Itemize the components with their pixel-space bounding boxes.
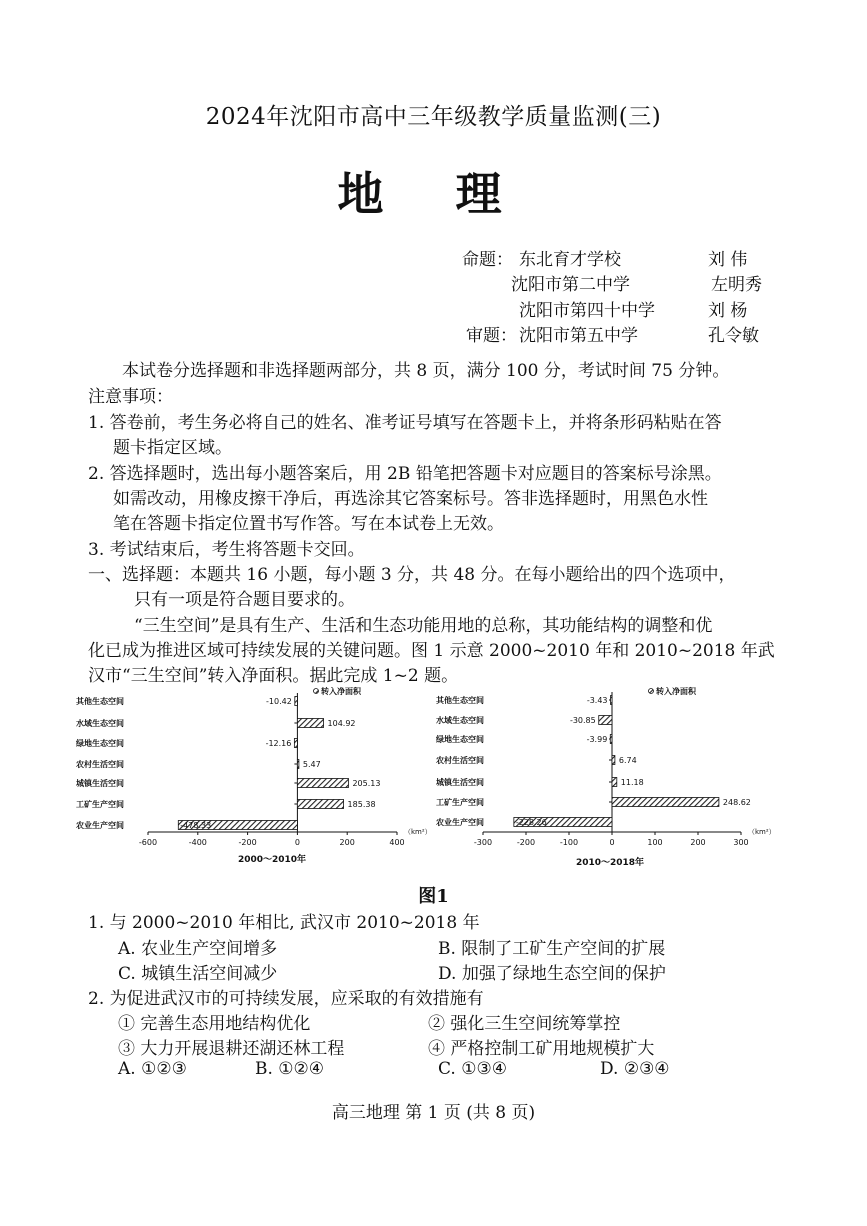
chart1-tick-label: 400 (389, 838, 405, 847)
figure-caption: 图1 (418, 886, 449, 907)
chart2-unit-label: （km²） (748, 828, 776, 836)
question-2-stem: 2. 为促进武汉市的可持续发展，应采取的有效措施有 (88, 989, 484, 1009)
chart1-bar (297, 719, 323, 728)
section-heading-line-1: 一、选择题：本题共 16 小题，每小题 3 分，共 48 分。在每小题给出的四个选项中， (88, 565, 736, 585)
chart1-category-label: 农业生产空间 (76, 821, 124, 830)
chart2-value-label: -30.85 (569, 716, 596, 725)
chart2-category-label: 农村生活空间 (436, 756, 484, 765)
question-2-statement-3: ③ 大力开展退耕还湖还林工程 (118, 1039, 345, 1059)
chart2-value-label: 248.62 (722, 798, 751, 807)
chart1-tick-label: -400 (188, 838, 207, 847)
page-footer: 高三地理 第 1 页 (共 8 页) (331, 1103, 536, 1123)
passage-line-3: 汉市“三生空间”转入净面积。据此完成 1~2 题。 (88, 666, 459, 686)
chart2-tick-label: -100 (559, 838, 579, 847)
chart2-bar (611, 696, 613, 705)
chart1-value-label: -12.16 (265, 739, 292, 748)
notice-item-2-line-1: 2. 答选择题时，选出每小题答案后，用 2B 铅笔把答题卡对应题目的答案标号涂黑。 (88, 464, 722, 484)
chart2-legend-swatch (649, 689, 654, 694)
reviewer-label: 审题： (466, 326, 517, 346)
credit-person-3: 刘 杨 (708, 301, 748, 321)
chart2-tick-label: 200 (690, 838, 706, 847)
credit-school-4: 沈阳市第五中学 (519, 326, 638, 346)
notice-item-3: 3. 考试结束后，考生将答题卡交回。 (88, 540, 365, 560)
chart2-value-label: -228.26 (515, 818, 547, 827)
chart2-bar (612, 756, 615, 765)
figure-1 (0, 680, 867, 870)
chart2-tick-label: 300 (733, 838, 749, 847)
chart1-tick-label: 200 (339, 838, 355, 847)
notice-item-2-line-2: 如需改动，用橡皮擦干净后，再选涂其它答案标号。答非选择题时，用黑色水性 (113, 489, 708, 509)
credit-person-2: 左明秀 (711, 275, 762, 295)
chart2-value-label: -3.43 (586, 696, 608, 705)
chart1-value-label: -10.42 (266, 697, 292, 706)
question-1-option-c[interactable]: C. 城镇生活空间减少 (118, 964, 278, 984)
question-2-statement-4: ④ 严格控制工矿用地规模扩大 (428, 1039, 655, 1059)
chart1-bar (294, 739, 297, 748)
chart2-value-label: 6.74 (618, 756, 637, 765)
chart1-category-label: 绿地生态空间 (76, 739, 124, 748)
chart2-value-label: -3.99 (586, 735, 608, 744)
question-2-statement-1: ① 完善生态用地结构优化 (118, 1014, 311, 1034)
chart1-unit-label: （km²） (404, 828, 432, 836)
chart1-bar (297, 800, 343, 809)
question-2-option-a[interactable]: A. ①②③ (118, 1059, 187, 1079)
notice-item-1-line-1: 1. 答卷前，考生务必将自己的姓名、准考证号填写在答题卡上，并将条形码粘贴在答 (88, 413, 722, 433)
chart2-bar (612, 778, 617, 787)
chart1-category-label: 工矿生产空间 (76, 800, 124, 809)
chart2-tick-label: -200 (516, 838, 536, 847)
chart1-category-label: 农村生活空间 (76, 760, 124, 769)
chart1-bar (297, 760, 299, 769)
chart2-tick-label: 100 (647, 838, 663, 847)
chart1-title: 2000～2010年 (237, 855, 307, 865)
chart2-bar (610, 735, 612, 744)
chart2-category-label: 其他生态空间 (436, 696, 484, 705)
chart2-category-label: 水域生态空间 (436, 716, 484, 725)
chart1-tick-label: -200 (238, 838, 257, 847)
chart2-category-label: 绿地生态空间 (436, 735, 484, 744)
chart1-legend-label: 转入净面积 (321, 687, 361, 696)
chart1-value-label: 205.13 (352, 779, 381, 788)
credit-person-4: 孔令敏 (708, 326, 759, 346)
question-1-option-d[interactable]: D. 加强了绿地生态空间的保护 (438, 964, 666, 984)
chart1-value-label: 185.38 (347, 800, 376, 809)
chart2-title: 2010～2018年 (575, 858, 645, 868)
question-1-option-b[interactable]: B. 限制了工矿生产空间的扩展 (438, 939, 666, 959)
credit-school-2: 沈阳市第二中学 (511, 275, 630, 295)
passage-line-2: 化已成为推进区域可持续发展的关键问题。图 1 示意 2000~2010 年和 2010~2018 年武 (88, 641, 775, 661)
intro-text: 本试卷分选择题和非选择题两部分，共 8 页，满分 100 分，考试时间 75 分钟。 (122, 361, 730, 381)
chart2-category-label: 农业生产空间 (436, 818, 484, 827)
question-1-stem: 1. 与 2000~2010 年相比, 武汉市 2010~2018 年 (88, 913, 480, 933)
credit-person-1: 刘 伟 (708, 250, 748, 270)
subject-title: 地 理 (337, 167, 530, 221)
chart1-bar (297, 779, 348, 788)
chart1-category-label: 城镇生活空间 (76, 779, 124, 788)
chart2-category-label: 城镇生活空间 (436, 778, 484, 787)
proposer-label: 命题： (462, 250, 513, 270)
chart2-category-label: 工矿生产空间 (436, 798, 484, 807)
chart1-value-label: 104.92 (327, 719, 356, 728)
exam-title: 2024年沈阳市高中三年级教学质量监测(三) (205, 104, 662, 130)
chart1-bar (295, 697, 298, 706)
question-2-option-d[interactable]: D. ②③④ (600, 1059, 670, 1079)
credit-school-1: 东北育才学校 (519, 250, 621, 270)
chart1-tick-label: 0 (294, 838, 300, 847)
chart2-bar (612, 798, 719, 807)
chart2-value-label: 11.18 (620, 778, 644, 787)
notice-item-2-line-3: 笔在答题卡指定位置书写作答。写在本试卷上无效。 (113, 514, 504, 534)
notice-item-1-line-2: 题卡指定区域。 (113, 438, 232, 458)
chart1-value-label: -478.33 (180, 821, 212, 830)
chart2-legend-label: 转入净面积 (656, 687, 696, 696)
chart1-legend-swatch (314, 689, 319, 694)
passage-line-1: “三生空间”是具有生产、生活和生态功能用地的总称，其功能结构的调整和优 (134, 616, 713, 636)
chart1-value-label: 5.47 (302, 760, 321, 769)
chart2-tick-label: 0 (609, 838, 615, 847)
chart2-tick-label: -300 (473, 838, 493, 847)
question-2-statement-2: ② 强化三生空间统筹掌控 (428, 1014, 621, 1034)
chart1-category-label: 水域生态空间 (76, 719, 124, 728)
question-2-option-c[interactable]: C. ①③④ (438, 1059, 507, 1079)
chart2-bar (599, 716, 612, 725)
notice-heading: 注意事项： (88, 387, 173, 407)
question-2-option-b[interactable]: B. ①②④ (255, 1059, 325, 1079)
credit-school-3: 沈阳市第四十中学 (519, 301, 655, 321)
chart1-tick-label: -600 (138, 838, 158, 847)
chart1-category-label: 其他生态空间 (76, 697, 124, 706)
question-1-option-a[interactable]: A. 农业生产空间增多 (118, 939, 278, 959)
section-heading-line-2: 只有一项是符合题目要求的。 (134, 590, 355, 610)
